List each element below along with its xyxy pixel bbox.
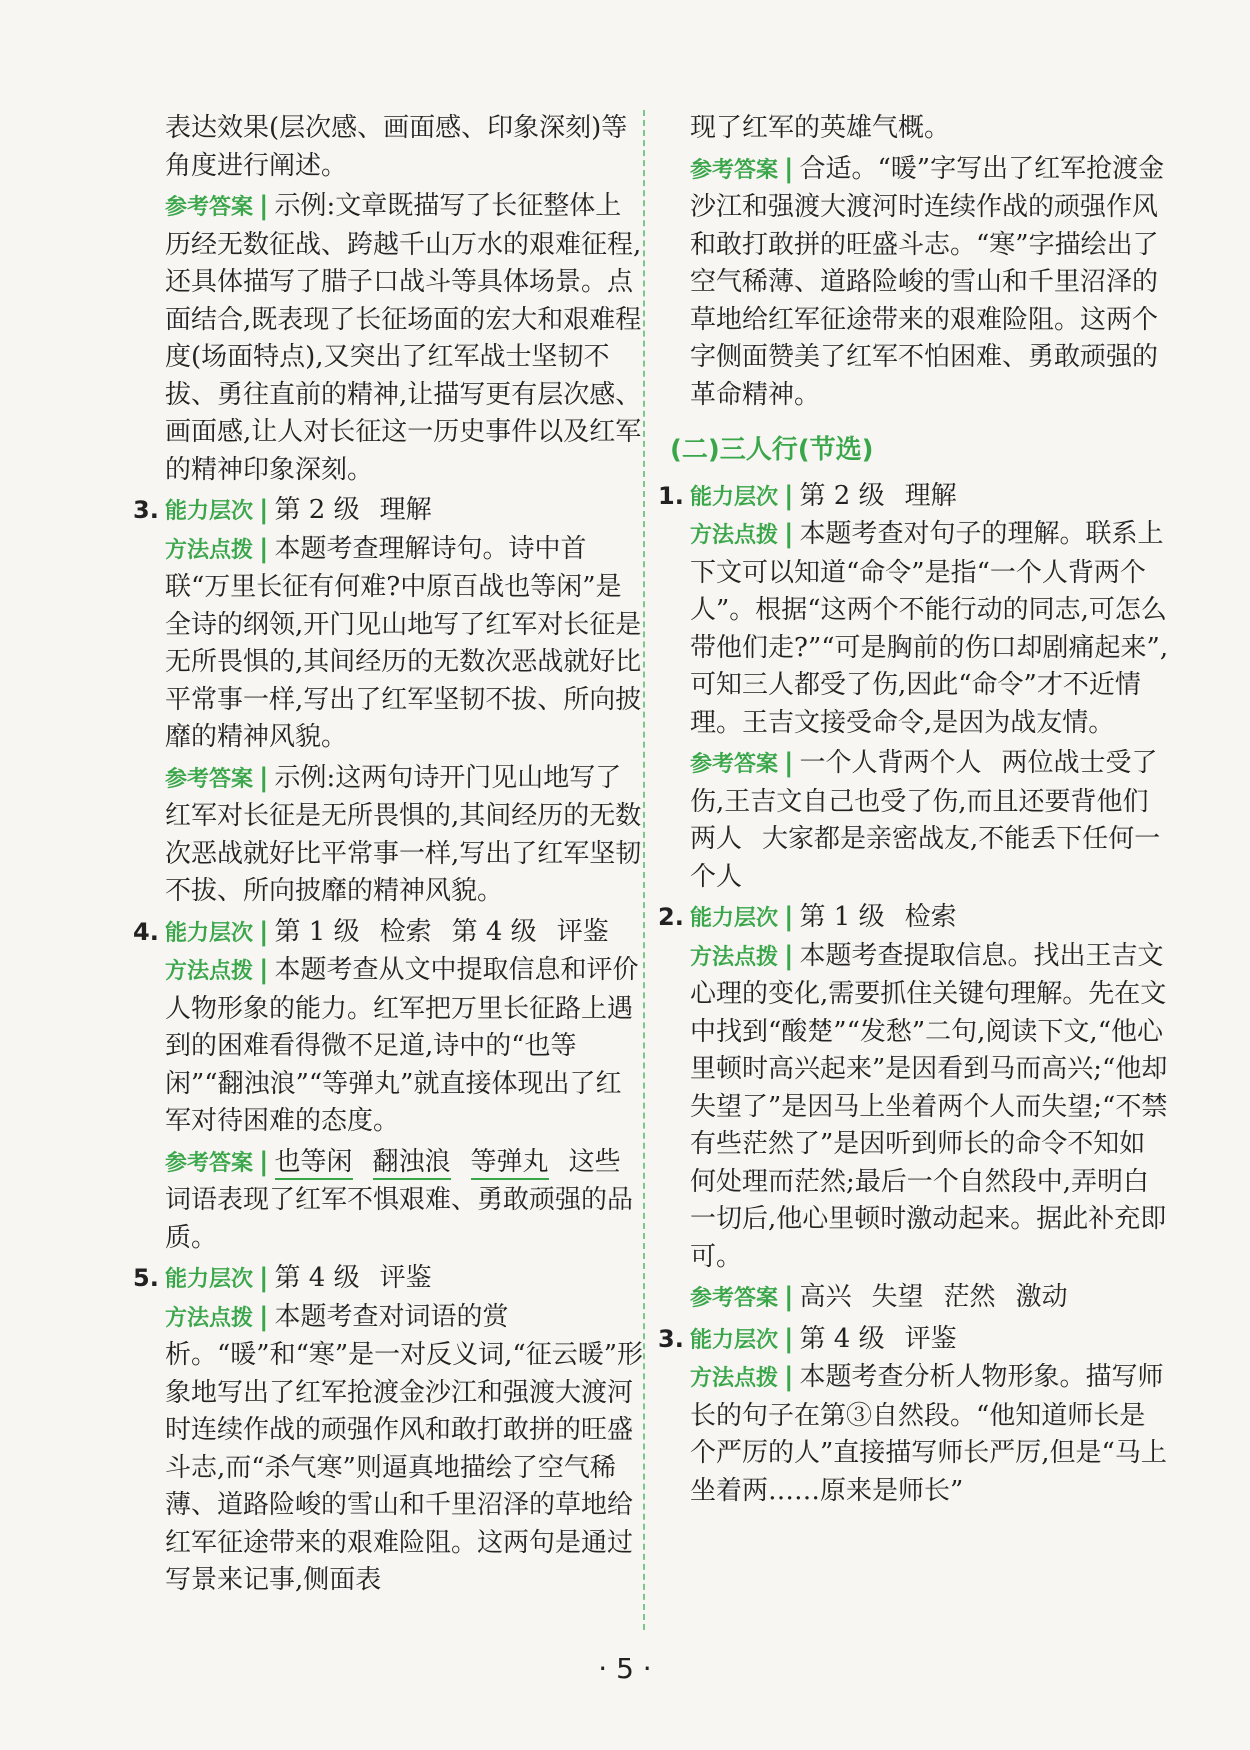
answer-block: [690, 151, 1170, 415]
tag-separator: |: [784, 940, 794, 971]
answer-word: 高兴: [799, 1282, 852, 1312]
question-3: [133, 492, 645, 911]
continued-text: 现了红军的英雄气概。: [690, 113, 951, 143]
level-tag: 能力层次: [690, 1327, 779, 1353]
level-line: [165, 1260, 645, 1299]
answer-block: [690, 745, 1170, 896]
tag-separator: |: [784, 519, 794, 549]
level-line: [165, 914, 645, 953]
answer-tag: 参考答案: [690, 157, 779, 183]
level-kind: 评鉴: [556, 916, 609, 947]
section-title: (二)三人行(节选): [670, 435, 874, 465]
question-5: [133, 1260, 645, 1600]
answer-tag: 参考答案: [165, 1150, 254, 1176]
level-line: [690, 899, 1170, 938]
tag-separator: |: [259, 191, 269, 221]
level-line: [690, 1321, 1170, 1360]
level-value: 第 1 级: [799, 902, 885, 932]
question-2: [658, 899, 1170, 1318]
method-block: [690, 516, 1170, 742]
answer-word: 茫然: [943, 1282, 996, 1312]
answer-block: [165, 1144, 645, 1258]
answer-text: 合适。“暖”字写出了红军抢渡金沙江和强渡大渡河时连续作战的顽强作风和敢打敢拼的旺盛斗志。“寒”字描绘出了空气稀薄、道路险峻的雪山和千里沼泽的草地给红军征途带来的艰难险阻。这两个字侧面赞美了红军不怕困难、勇敢顽强的革命精神。: [690, 153, 1165, 410]
method-text: 本题考查分析人物形象。描写师长的句子在第③自然段。“他知道师长是个严厉的人”直接描写师长严厉,但是“马上坐着两……原来是师长”: [690, 1362, 1167, 1506]
tag-separator: |: [259, 916, 269, 947]
method-text: 本题考查提取信息。找出王吉文心理的变化,需要抓住关键句理解。先在文中找到“酸楚”“发愁”二句,阅读下文,“他心里顿时高兴起来”是因看到马而高兴;“他却失望了”是因马上坐着两个人而失望;“不禁有些茫然了”是因听到师长的命令不知如何处理而茫然;最后一个自然段中,弄明白一切后,他心里顿时激动起来。据此补充即可。: [690, 940, 1168, 1272]
method-tag: 方法点拨: [165, 959, 254, 984]
method-block: [690, 938, 1170, 1277]
method-block: [165, 952, 645, 1141]
level-kind: 评鉴: [904, 1323, 957, 1354]
question-3-right: [658, 1321, 1170, 1511]
method-text: 本题考查对词语的赏析。“暖”和“寒”是一对反义词,“征云暖”形象地写出了红军抢渡金沙江和强渡大渡河时连续作战的顽强作风和敢打敢拼的旺盛斗志,而“杀气寒”则逼真地描绘了空气稀薄、道路险峻的雪山和千里沼泽的草地给红军征途带来的艰难险阻。这两句是通过写景来记事,侧面表: [165, 1301, 644, 1595]
level-line: [690, 478, 1170, 517]
method-text: 本题考查对句子的理解。联系上下文可以知道“命令”是指“一个人背两个人”。根据“这两个不能行动的同志,可怎么带他们走?”“可是胸前的伤口却剧痛起来”,可知三人都受了伤,因此“命令”才不近情理。王吉文接受命令,是因为战友情。: [690, 519, 1169, 738]
answer-tag: 参考答案: [690, 752, 779, 777]
answer-text: 大家都是亲密战友,不能丢下任何一个人: [690, 824, 1161, 892]
answer-tag: 参考答案: [165, 766, 254, 792]
question-number: 3.: [658, 1324, 684, 1353]
tag-separator: |: [259, 1263, 269, 1293]
level-tag: 能力层次: [165, 1267, 254, 1292]
answer-tag: 参考答案: [690, 1286, 779, 1311]
level-kind: 评鉴: [379, 1263, 432, 1293]
level-value: 第 1 级: [274, 916, 360, 947]
tag-separator: |: [784, 748, 794, 778]
question-number: 5.: [133, 1264, 159, 1292]
tag-separator: |: [784, 1282, 794, 1312]
level-tag: 能力层次: [165, 920, 254, 946]
question-4: [133, 914, 645, 1258]
method-block: [165, 1299, 645, 1600]
answer-text: 示例:这两句诗开门见山地写了红军对长征是无所畏惧的,其间经历的无数次恶战就好比平常事一样,写出了红军坚韧不拔、所向披靡的精神风貌。: [165, 762, 642, 906]
answer-text: 示例:文章既描写了长征整体上历经无数征战、跨越千山万水的艰难征程,还具体描写了腊子口战斗等具体场景。点面结合,既表现了长征场面的宏大和艰难程度(场面特点),又突出了红军战士坚韧不拔、勇往直前的精神,让描写更有层次感、画面感,让人对长征这一历史事件以及红军的精神印象深刻。: [165, 191, 642, 485]
level-value: 第 2 级: [799, 480, 885, 511]
method-block: [690, 1359, 1170, 1510]
level-kind: 理解: [904, 480, 957, 511]
tag-separator: |: [259, 533, 269, 564]
tag-separator: |: [784, 153, 794, 184]
level-value: 第 2 级: [274, 495, 360, 525]
tag-separator: |: [259, 762, 269, 793]
level-value: 第 4 级: [799, 1323, 885, 1354]
answer-block: [165, 188, 645, 489]
question-1: [658, 478, 1170, 897]
answer-text: 两位战士受了伤,王吉文自己也受了伤,而且还要背他们两人: [690, 748, 1158, 854]
left-column: [133, 110, 645, 1600]
method-tag: 方法点拨: [690, 523, 779, 548]
page-number: · 5 ·: [598, 1652, 652, 1685]
tag-separator: |: [784, 1362, 794, 1392]
answer-word: 失望: [871, 1282, 924, 1312]
tag-separator: |: [784, 902, 794, 932]
level-value: 第 4 级: [274, 1263, 360, 1293]
level-line: [165, 492, 645, 531]
question-number: 4.: [133, 917, 159, 946]
method-text: 本题考查理解诗句。诗中首联“万里长征有何难?中原百战也等闲”是全诗的纲领,开门见山地写了红军对长征是无所畏惧的,其间经历的无数次恶战就好比平常事一样,写出了红军坚韧不拔、所向披靡的精神风貌。: [165, 533, 642, 752]
level-kind: 检索: [904, 902, 957, 932]
method-block: [165, 531, 645, 757]
tag-separator: |: [259, 955, 269, 985]
answer-text: 一个人背两个人: [799, 748, 982, 778]
answer-word: 翻浊浪: [373, 1147, 451, 1180]
method-tag: 方法点拨: [690, 1366, 779, 1391]
method-tag: 方法点拨: [690, 944, 779, 970]
level-tag: 能力层次: [690, 484, 779, 510]
answer-word: 激动: [1015, 1282, 1068, 1312]
level-value: 第 4 级: [451, 916, 537, 947]
answer-text: 这些词语表现了红军不惧艰难、勇敢顽强的品质。: [165, 1146, 634, 1253]
question-number: 1.: [658, 481, 684, 510]
answer-word: 也等闲: [275, 1147, 353, 1180]
right-column: [658, 110, 1170, 1510]
level-tag: 能力层次: [690, 906, 779, 931]
paragraph-intro: 表达效果(层次感、画面感、印象深刻)等角度进行阐述。: [165, 113, 628, 181]
level-kind: 理解: [379, 495, 432, 525]
question-number: 3.: [133, 496, 159, 524]
method-text: 本题考查从文中提取信息和评价人物形象的能力。红军把万里长征路上遇到的困难看得微不足道,诗中的“也等闲”“翻浊浪”“等弹丸”就直接体现出了红军对待困难的态度。: [165, 955, 639, 1136]
level-tag: 能力层次: [165, 499, 254, 524]
answer-word: 等弹丸: [471, 1147, 549, 1180]
level-kind: 检索: [379, 916, 432, 947]
tag-separator: |: [259, 1146, 269, 1177]
method-tag: 方法点拨: [165, 537, 254, 563]
tag-separator: |: [259, 495, 269, 525]
answer-block: [690, 1279, 1170, 1318]
tag-separator: |: [784, 480, 794, 511]
tag-separator: |: [784, 1323, 794, 1354]
tag-separator: |: [259, 1301, 269, 1332]
answer-block: [165, 760, 645, 911]
question-number: 2.: [658, 903, 684, 931]
answer-tag: 参考答案: [165, 195, 254, 220]
method-tag: 方法点拨: [165, 1305, 254, 1331]
